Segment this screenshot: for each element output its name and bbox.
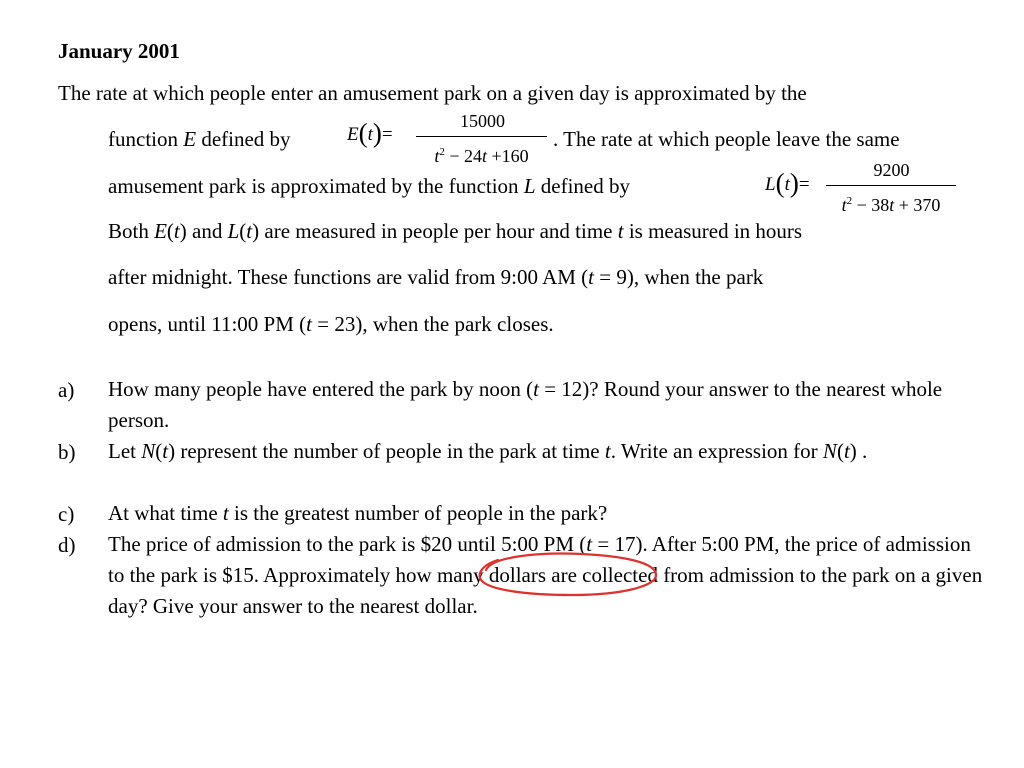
intro-text: = 9), when the park [594, 265, 764, 289]
paren-close: ) [372, 118, 382, 148]
den-var: t [841, 195, 847, 215]
den-var: t [482, 146, 488, 166]
question-text: ( [155, 439, 163, 463]
intro-text: defined by [535, 174, 630, 198]
var-t: t [588, 265, 595, 289]
var-t: t [306, 312, 312, 336]
intro-text: amusement park is approximated by the function [108, 174, 524, 198]
intro-text: defined by [196, 127, 291, 151]
den-exponent: 2 [846, 195, 853, 207]
formula-e-var: t [367, 124, 373, 145]
den-term: + 370 [894, 195, 941, 215]
intro-line-5 [108, 264, 763, 290]
den-exponent: 2 [439, 146, 445, 158]
question-a-text [108, 374, 988, 436]
intro-text: Both [108, 219, 155, 243]
intro-line-1 [58, 80, 807, 106]
formula-l-fraction-bar [826, 185, 956, 186]
intro-text: after midnight. These functions are valid from 9:00 AM ( [108, 265, 589, 289]
var-t: t [162, 439, 169, 463]
formula-e-fraction-bar [416, 136, 547, 137]
intro-line-2 [108, 126, 291, 152]
paren-close: ) [789, 168, 799, 198]
question-label-d: d) [58, 533, 76, 557]
var-t: t [586, 532, 593, 556]
formula-l-var: t [784, 174, 790, 195]
function-symbol-l: L [227, 219, 240, 243]
var-t: t [533, 377, 539, 401]
intro-text: are measured in people per hour and time [259, 219, 618, 243]
var-t: t [222, 501, 229, 525]
formula-e-lhs [347, 120, 393, 147]
den-term: +160 [487, 146, 529, 166]
formula-l-numerator: 9200 [873, 160, 910, 180]
var-t: t [843, 439, 850, 463]
intro-line-3 [108, 173, 630, 199]
question-d-text [108, 529, 988, 622]
paren-open: ( [775, 168, 785, 198]
den-var: t [889, 195, 895, 215]
formula-l-lhs [765, 170, 810, 197]
question-text: How many people have entered the park by noon ( [108, 377, 534, 401]
intro-text: function [108, 127, 184, 151]
intro-line-4: Both E(t) and L(t) are measured in people per hour and time t is measured in hours [108, 219, 803, 243]
function-symbol-e: E [154, 219, 167, 243]
formula-l-fname: L [765, 174, 776, 195]
var-t: t [617, 219, 624, 243]
den-var: t [434, 146, 440, 166]
intro-text: The rate at which people enter an amusement park on a given day is approximated by the [58, 81, 807, 105]
paren-open: ( [358, 118, 368, 148]
function-symbol-n: N [822, 439, 837, 463]
den-term: − 24 [444, 146, 482, 166]
question-text: The price of admission to the park is $20 until 5:00 PM ( [108, 532, 587, 556]
intro-text: . The rate at which people leave the same [553, 127, 900, 151]
function-symbol-e: E [183, 127, 197, 151]
intro-line-6 [108, 311, 554, 337]
formula-l-denominator [826, 191, 956, 215]
intro-text: and [186, 219, 228, 243]
question-text: = 12)? Round your answer to the nearest whole person. [108, 377, 943, 432]
var-t: t [173, 219, 180, 243]
den-term: − 38 [852, 195, 890, 215]
formula-e-denominator [416, 142, 547, 166]
question-text: = 17). After 5:00 PM, the price of admission to the park is $15. Approximately how many dollars are collected from admission to the park on a given day? Give your answer to the nearest dollar. [108, 532, 983, 618]
question-label-a: a) [58, 378, 75, 402]
formula-l-equals: = [798, 174, 810, 195]
document-title: January 2001 [58, 39, 180, 63]
question-b-text [108, 436, 988, 467]
question-label-c: c) [58, 502, 75, 526]
formula-e-equals: = [381, 124, 393, 145]
question-text: At what time [108, 501, 223, 525]
intro-text: is measured in hours [623, 219, 803, 243]
question-text: ( [836, 439, 844, 463]
question-text: is the greatest number of people in the park? [228, 501, 608, 525]
question-text: ) represent the number of people in the park at time [168, 439, 605, 463]
intro-line-2-end [553, 126, 900, 152]
question-text: Let [108, 439, 142, 463]
formula-e-numerator: 15000 [460, 111, 505, 131]
var-t: t [604, 439, 611, 463]
intro-text: opens, until 11:00 PM ( [108, 312, 307, 336]
function-symbol-l: L [523, 174, 536, 198]
question-text: . Write an expression for [610, 439, 823, 463]
formula-e-fname: E [347, 124, 359, 145]
var-t: t [246, 219, 253, 243]
question-text: ) . [849, 439, 868, 463]
intro-text: = 23), when the park closes. [312, 312, 554, 336]
question-label-b: b) [58, 440, 76, 464]
question-c-text [108, 498, 988, 529]
function-symbol-n: N [141, 439, 156, 463]
